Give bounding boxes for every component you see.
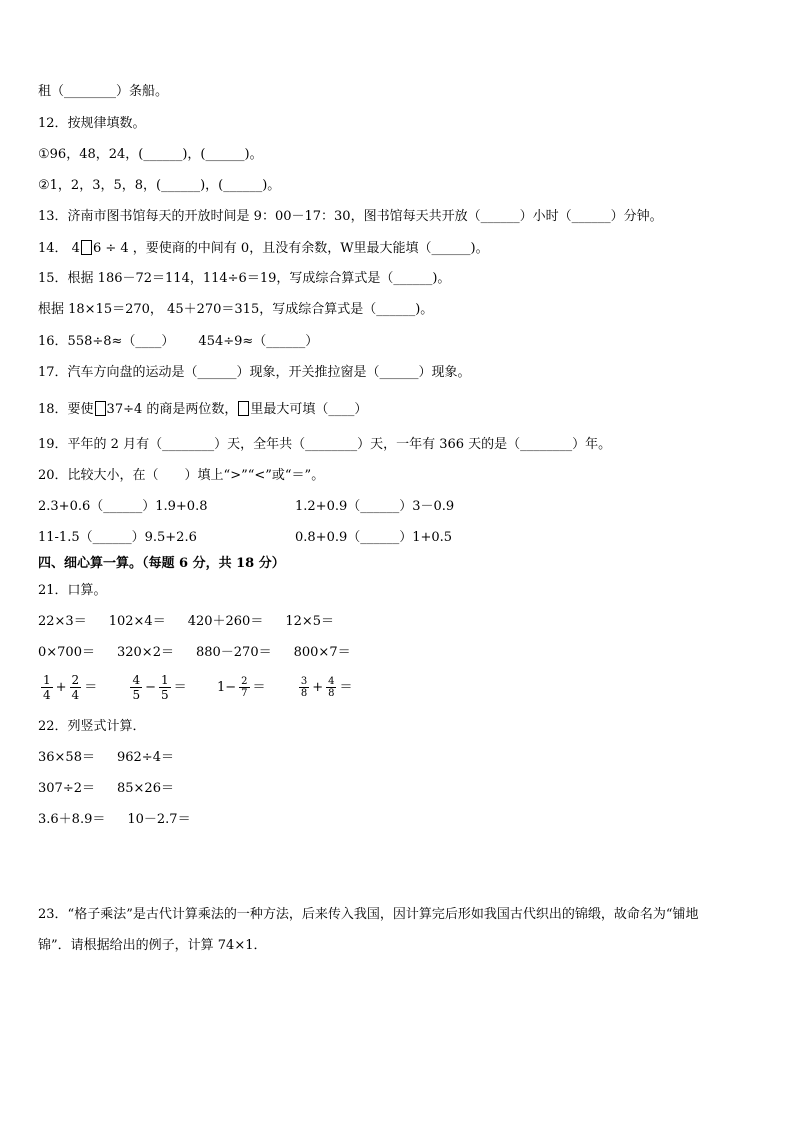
q12-sequence-1: ①96，48，24，(______)，(______)。: [38, 147, 263, 162]
fraction-row: [38, 671, 352, 705]
q17: 17．汽车方向盘的运动是（______）现象，开关推拉窗是（______）现象。: [38, 365, 471, 380]
q14: [38, 240, 489, 257]
oral-item: 12×5＝: [285, 614, 335, 629]
equals: ＝: [84, 680, 98, 695]
vertical-row-2: [38, 781, 196, 797]
fraction: $\frac{1}{5}$: [161, 673, 169, 702]
q20-row-1: [38, 499, 455, 515]
whole-number: 1−: [216, 680, 237, 695]
q14-suffix: 6 ÷ 4 ，要使商的中间有 0，且没有余数，W里最大能填（______)。: [92, 241, 489, 256]
operator: +: [55, 680, 67, 695]
oral-item: 102×4＝: [108, 614, 166, 629]
q18: [38, 401, 367, 418]
compare-4: 0.8+0.9（______）1+0.5: [295, 530, 453, 545]
q14-prefix: 14． 4: [38, 241, 80, 256]
oral-item: 22×3＝: [38, 614, 87, 629]
vertical-item: 962÷4＝: [116, 750, 174, 765]
line-ship-answer: 租（________）条船。: [38, 84, 169, 99]
equals: ＝: [339, 680, 353, 695]
equals: ＝: [173, 680, 187, 695]
operator: +: [312, 680, 324, 695]
oral-item: 880－270＝: [195, 645, 272, 660]
q23-line-1: 23．“格子乘法”是古代计算乘法的一种方法，后来传入我国，因计算完后形如我国古代织出的锦缎，故命名为“铺地: [38, 907, 699, 922]
vertical-row-3: [38, 812, 213, 828]
q13: 13．济南市图书馆每天的开放时间是 9：00－17：30，图书馆每天共开放（______）小时（______）分钟。: [38, 209, 663, 224]
blank-box: [95, 401, 106, 416]
oral-item: 0×700＝: [38, 645, 95, 660]
q12-sequence-2: ②1，2，3，5，8，(______)，(______)。: [38, 178, 281, 193]
q20-row-2: [38, 530, 453, 546]
q15-line-2: 根据 18×15＝270， 45＋270＝315，写成综合算式是（______)。: [38, 302, 434, 317]
blank-box: [238, 401, 249, 416]
q22-title: 22．列竖式计算．: [38, 719, 146, 734]
operator: −: [145, 680, 157, 695]
oral-row-1: [38, 614, 356, 630]
q18-part-2: 37÷4 的商是两位数，: [106, 402, 238, 417]
blank-box: [81, 240, 92, 255]
vertical-item: 36×58＝: [38, 750, 95, 765]
oral-item: 420＋260＝: [187, 614, 264, 629]
vertical-row-1: [38, 750, 196, 766]
vertical-item: 10－2.7＝: [127, 812, 191, 827]
q16-part-1: 16．558÷8≈（____）: [38, 334, 175, 349]
fraction: $\frac{2}{7}$: [241, 676, 248, 699]
fraction: $\frac{4}{5}$: [132, 673, 141, 702]
oral-row-2: [38, 645, 373, 661]
q18-part-1: 18．要使: [38, 402, 94, 417]
q15-line-1: 15．根据 186－72＝114，114÷6＝19，写成综合算式是（______)。: [38, 271, 451, 286]
compare-3: 11-1.5（______）9.5+2.6: [38, 530, 197, 545]
q21-title: 21．口算。: [38, 583, 107, 598]
fraction: $\frac{2}{4}$: [71, 673, 80, 702]
q20: 20．比较大小，在（ ）填上“>”“<”或“＝”。: [38, 468, 325, 483]
compare-2: 1.2+0.9（______）3－0.9: [295, 499, 455, 514]
compare-1: 2.3+0.6（______）1.9+0.8: [38, 499, 208, 514]
q16: [38, 334, 318, 350]
vertical-item: 3.6＋8.9＝: [38, 812, 106, 827]
section-4-heading: 四、细心算一算。（每题 6 分，共 18 分）: [38, 556, 285, 571]
q16-part-2: 454÷9≈（______）: [198, 334, 319, 349]
equals: ＝: [252, 680, 266, 695]
q23-line-2: 锦”．请根据给出的例子，计算 74×1．: [38, 938, 267, 953]
fraction: $\frac{4}{8}$: [328, 676, 335, 699]
q18-part-3: 里最大可填（____）: [250, 402, 368, 417]
fraction: $\frac{1}{4}$: [43, 673, 51, 702]
q12-title: 12．按规律填数。: [38, 116, 146, 131]
q19: 19．平年的 2 月有（________）天，全年共（________）天，一年有 366 天的是（________）年。: [38, 437, 612, 452]
oral-item: 320×2＝: [116, 645, 174, 660]
vertical-item: 85×26＝: [116, 781, 174, 796]
vertical-item: 307÷2＝: [38, 781, 95, 796]
oral-item: 800×7＝: [293, 645, 351, 660]
fraction: $\frac{3}{8}$: [300, 676, 308, 699]
